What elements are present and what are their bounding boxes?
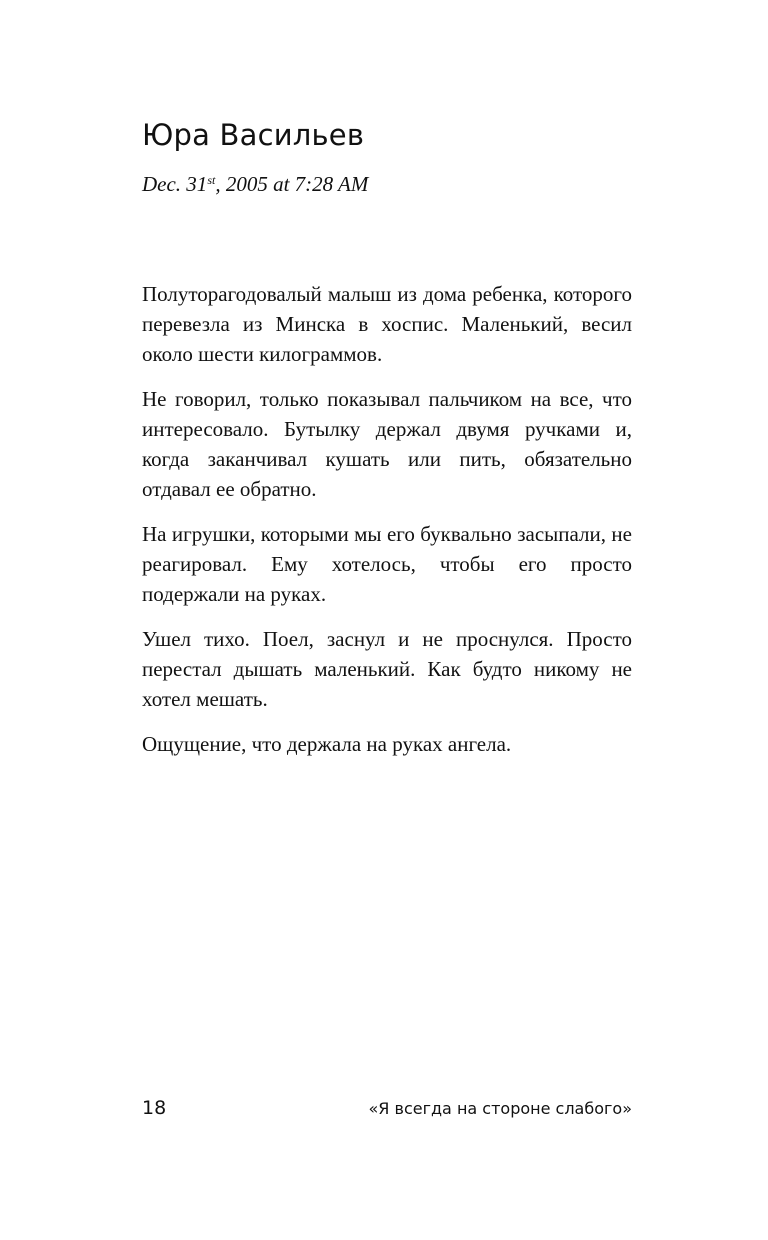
author-name: Юра Васильев	[142, 118, 365, 152]
post-date	[142, 172, 368, 197]
story-text	[142, 279, 632, 774]
running-title: «Я всегда на стороне слабого»	[368, 1099, 632, 1118]
post-date-rest: , 2005 at 7:28 AM	[215, 172, 369, 196]
post-date-suffix: st	[207, 173, 216, 187]
page-footer	[142, 1097, 632, 1125]
post-date-prefix: Dec. 31	[142, 172, 208, 196]
paragraph: Ощущение, что держала на руках ангела.	[142, 732, 512, 756]
paragraph: Не говорил, только показывал пальчиком на все, что интересовало. Бутылку держал двумя ручками и, когда заканчивал кушать или пить, обязательно отдавал ее обратно.	[142, 387, 632, 501]
paragraph: Ушел тихо. Поел, заснул и не проснулся. Просто перестал дышать маленький. Как будто никому не хотел мешать.	[142, 627, 632, 711]
paragraph: На игрушки, которыми мы его буквально засыпали, не реагировал. Ему хотелось, чтобы его просто подержали на руках.	[142, 522, 632, 606]
paragraph: Полуторагодовалый малыш из дома ребенка, которого перевезла из Минска в хоспис. Маленький, весил около шести килограммов.	[142, 282, 632, 366]
page-number: 18	[142, 1097, 167, 1119]
